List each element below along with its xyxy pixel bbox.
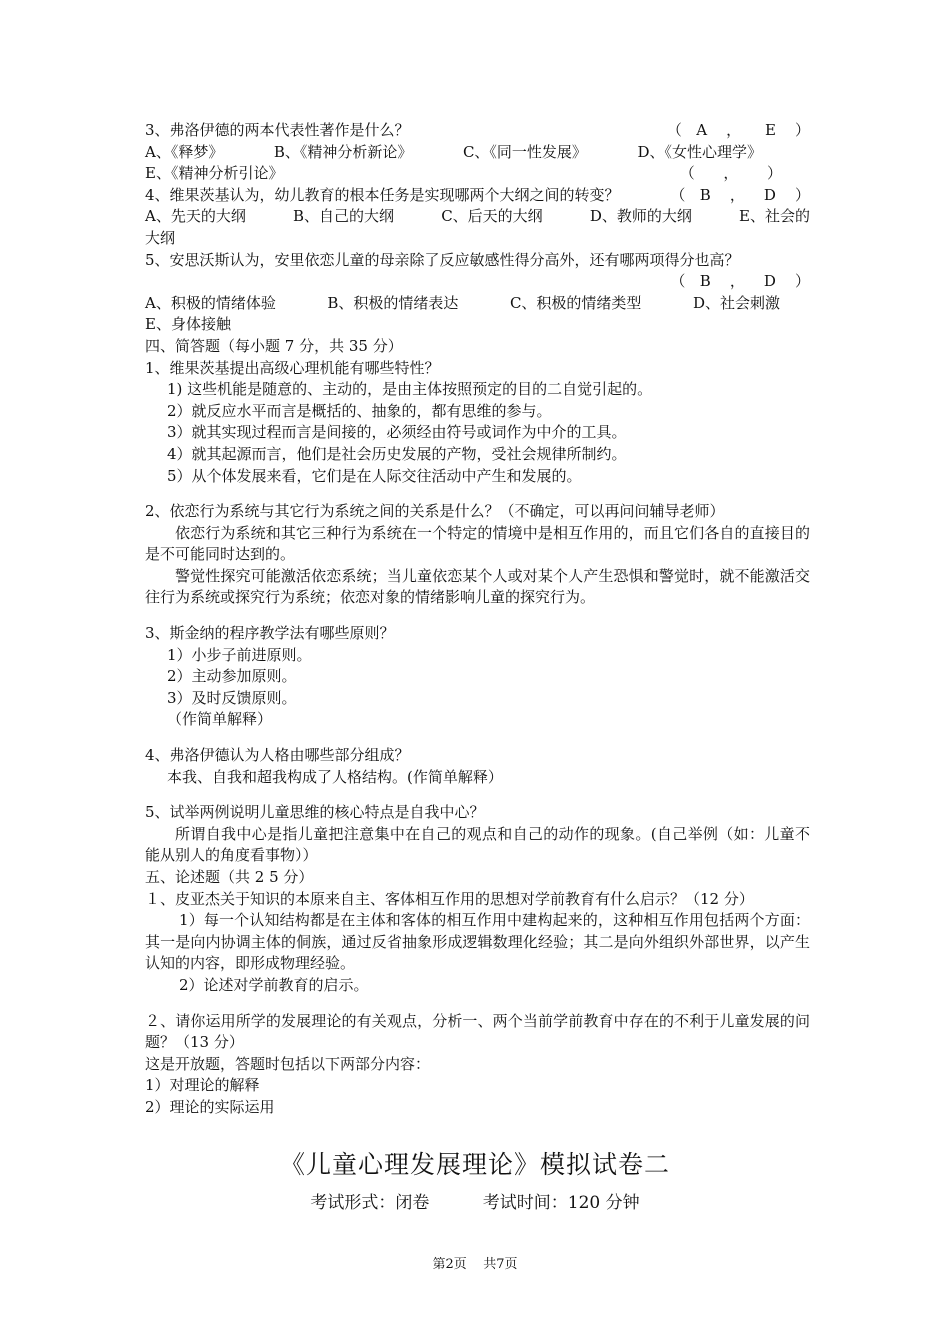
- essay-question-2: ２、请你运用所学的发展理论的有关观点，分析一、两个当前学前教育中存在的不利于儿童发展的问题？（13 分）: [145, 1011, 810, 1052]
- option-b: B、自己的大纲: [293, 207, 395, 226]
- short-question-1: 1、维果茨基提出高级心理机能有哪些特性？: [145, 358, 440, 377]
- answer-point: 2）主动参加原则。: [167, 667, 297, 686]
- exam-form: 考试形式：闭卷: [310, 1193, 430, 1213]
- page-footer: 第2页 共7页: [432, 1257, 518, 1272]
- question-text: 4、维果茨基认为，幼儿教育的根本任务是实现哪两个大纲之间的转变？: [145, 185, 620, 204]
- spacer: [145, 487, 810, 501]
- answer-point: 3）就其实现过程而言是间接的，必须经由符号或词作为中介的工具。: [167, 423, 627, 442]
- short-question-2: 2、依恋行为系统与其它行为系统之间的关系是什么？（不确定，可以再问问辅导老师）: [145, 502, 725, 521]
- option-d: D、社会刺激: [692, 293, 780, 312]
- answer-note: （作简单解释）: [167, 710, 273, 729]
- option-c: C、《同一性发展》: [462, 142, 587, 161]
- exam-time: 考试时间：120 分钟: [482, 1193, 640, 1213]
- answer-point: 1）对理论的解释: [145, 1076, 260, 1095]
- short-question-4: 4、弗洛伊德认为人格由哪些部分组成？: [145, 746, 410, 765]
- exam-info: [0, 1188, 950, 1213]
- answer-point: 2）理论的实际运用: [145, 1097, 275, 1116]
- answer-blank: （ ， ）: [679, 164, 782, 183]
- option-e: E、身体接触: [145, 315, 231, 334]
- essay-question-1: １、皮亚杰关于知识的本原来自主、客体相互作用的思想对学前教育有什么启示？（12 分）: [145, 889, 754, 908]
- answer-point: 4）就其起源而言，他们是社会历史发展的产物，受社会规律所制约。: [167, 444, 627, 463]
- options-row: [145, 206, 810, 228]
- answer-point: 1）小步子前进原则。: [167, 645, 312, 664]
- answer-text: 本我、自我和超我构成了人格结构。(作简单解释）: [167, 767, 503, 786]
- spacer: [145, 788, 810, 802]
- answer-point: 1) 这些机能是随意的、主动的，是由主体按照预定的目的二自觉引起的。: [167, 380, 653, 399]
- exam-content: [145, 120, 810, 1119]
- option-a: A、先天的大纲: [145, 207, 246, 226]
- option-e: E、《精神分析引论》: [145, 164, 284, 183]
- answer-blank: （ A ， E ）: [666, 121, 810, 139]
- section-heading: 四、简答题（每小题 7 分，共 35 分）: [145, 336, 403, 355]
- question-3: [145, 120, 810, 142]
- option-e: E、社会的: [739, 207, 810, 226]
- short-question-5: 5、试举两例说明儿童思维的核心特点是自我中心？: [145, 803, 485, 822]
- options-row: [145, 293, 810, 315]
- answer-point: 5）从个体发展来看，它们是在人际交往活动中产生和发展的。: [167, 466, 582, 485]
- answer-paragraph: 依恋行为系统和其它三种行为系统在一个特定的情境中是相互作用的，而且它们各自的直接目的是不可能同时达到的。: [145, 523, 810, 564]
- answer-blank: （ B ， D ）: [670, 185, 810, 204]
- option-c: C、积极的情绪类型: [509, 293, 642, 312]
- question-text: 3、弗洛伊德的两本代表性著作是什么？: [145, 121, 410, 139]
- spacer: [145, 609, 810, 623]
- answer-point: 2）就反应水平而言是概括的、抽象的，都有思维的参与。: [167, 401, 552, 420]
- question-5: 5、安思沃斯认为，安里依恋儿童的母亲除了反应敏感性得分高外，还有哪两项得分也高？: [145, 250, 740, 269]
- option-e-row: [145, 163, 810, 185]
- option-wrap: 大纲: [145, 228, 176, 247]
- option-c: C、后天的大纲: [441, 207, 543, 226]
- option-b: B、《精神分析新论》: [273, 142, 413, 161]
- answer-paragraph: 警觉性探究可能激活依恋系统；当儿童依恋某个人或对某个人产生恐惧和警觉时，就不能激活交往行为系统或探究行为系统；依恋对象的情绪影响儿童的探究行为。: [145, 566, 810, 607]
- spacer: [145, 731, 810, 745]
- option-d: D、教师的大纲: [589, 207, 692, 226]
- answer-paragraph: 所谓自我中心是指儿童把注意集中在自己的观点和自己的动作的现象。(自己举例（如：儿童不能从别人的角度看事物））: [145, 824, 810, 865]
- section-heading: 五、论述题（共 2 5 分）: [145, 868, 314, 886]
- question-4: [145, 185, 810, 207]
- option-b: B、积极的情绪表达: [327, 293, 459, 312]
- answer-intro: 这是开放题，答题时包括以下两部分内容：: [145, 1054, 431, 1073]
- spacer: [145, 997, 810, 1011]
- exam-title: 《儿童心理发展理论》模拟试卷二: [279, 1150, 670, 1179]
- short-question-3: 3、斯金纳的程序教学法有哪些原则？: [145, 624, 395, 643]
- answer-row: [145, 271, 810, 293]
- answer-point: 3）及时反馈原则。: [167, 688, 297, 707]
- answer-blank: （ B ， D ）: [670, 272, 810, 291]
- option-d: D、《女性心理学》: [637, 142, 762, 161]
- option-a: A、《释梦》: [145, 142, 224, 161]
- options-row: [145, 142, 810, 164]
- answer-point: 2）论述对学前教育的启示。: [179, 975, 369, 994]
- answer-paragraph: 1）每一个认知结构都是在主体和客体的相互作用中建构起来的，这种相互作用包括两个方面：其一是向内协调主体的侗族，通过反省抽象形成逻辑数理化经验；其二是向外组织外部世界，以产生认知的内容，即形成物理经验。: [145, 911, 810, 973]
- option-a: A、积极的情绪体验: [145, 293, 276, 312]
